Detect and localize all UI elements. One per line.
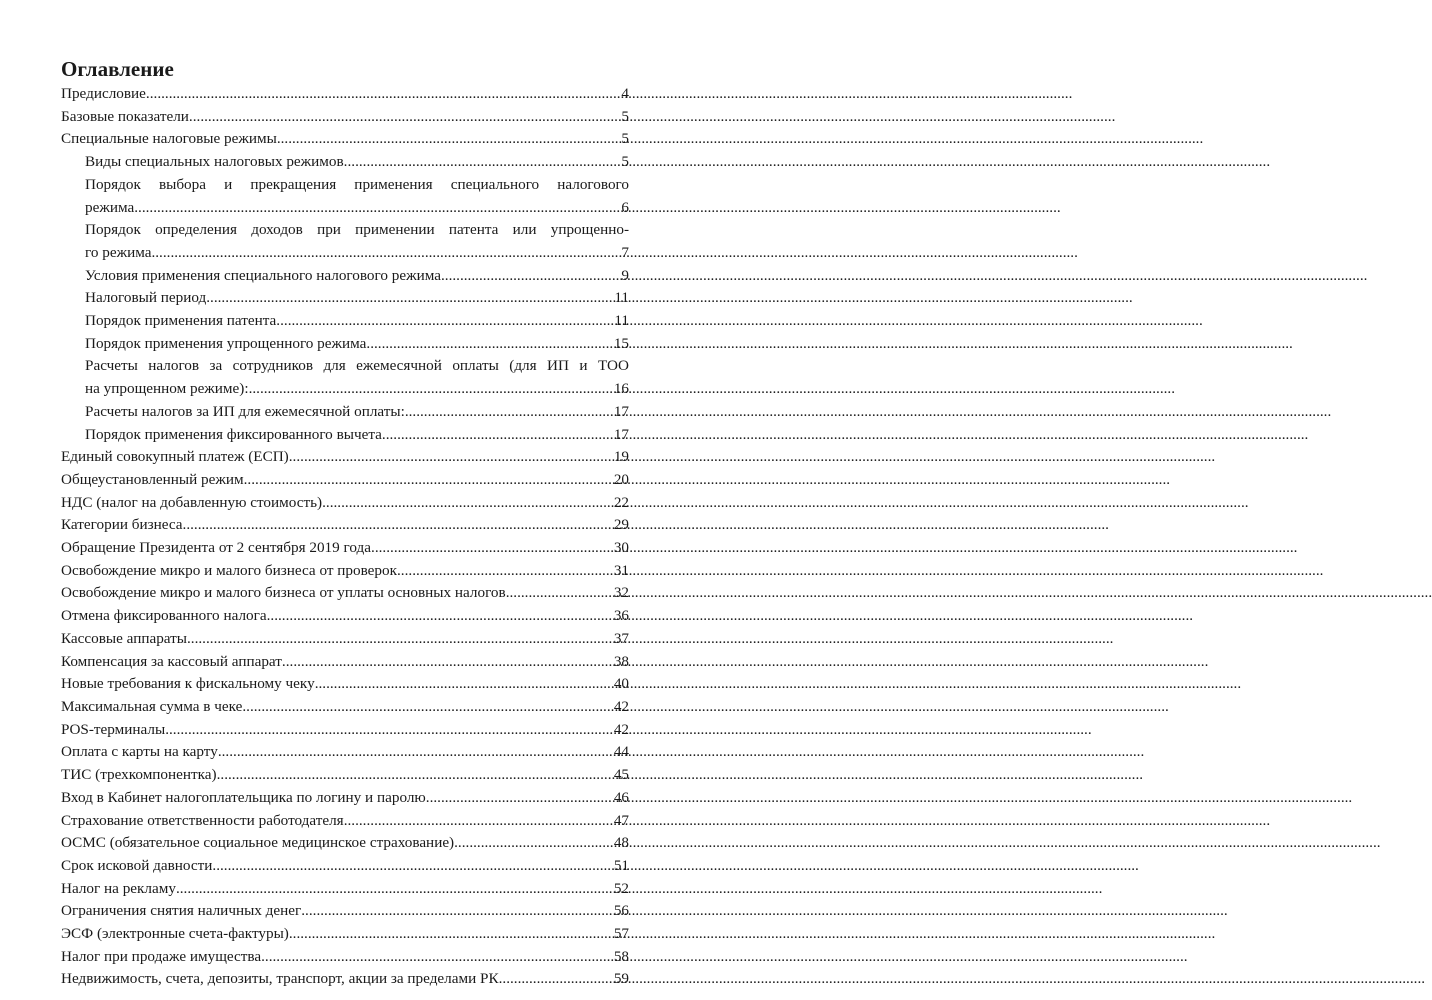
toc-entry-text: Ограничения снятия наличных денег — [61, 902, 302, 920]
toc-entry-text: Категории бизнеса — [61, 516, 183, 534]
toc-entry-text: Вход в Кабинет налогоплательщика по логину и паролю — [61, 788, 426, 806]
toc-dot-leader — [242, 696, 612, 719]
toc-page-number: 37 — [613, 629, 629, 647]
toc-entry-text: Обращение Президента от 2 сентября 2019 года — [61, 539, 372, 557]
toc-entry-text: Налог при продаже имущества — [61, 947, 262, 965]
toc-entry-text: Новые требования к фискальному чеку — [61, 675, 315, 693]
toc-entry-text: Налоговый период — [85, 289, 207, 307]
toc-page-number: 16 — [613, 380, 629, 398]
toc-dot-leader — [405, 401, 613, 424]
toc-page-number: 17 — [613, 425, 629, 443]
toc-entry-text-line1: Расчеты налогов за сотрудников для ежемесячной оплаты (для ИП и ТОО — [85, 357, 629, 375]
toc-subentry-ip-tax-calc[interactable] — [61, 401, 629, 424]
toc-entry-text: Освобождение микро и малого бизнеса от уплаты основных налогов — [61, 584, 506, 602]
toc-entry-text-line2: на упрощенном режиме): — [85, 380, 249, 398]
toc-page-number: 11 — [614, 289, 629, 307]
toc-entry-general-regime[interactable] — [61, 469, 629, 492]
toc-entry-property-sale-tax[interactable] — [61, 946, 629, 969]
toc-subentry-regime-types[interactable] — [61, 151, 629, 174]
toc-dot-leader — [289, 446, 613, 469]
toc-entry-tis[interactable] — [61, 764, 629, 787]
toc-entry-text: Расчеты налогов за ИП для ежемесячной оплаты: — [85, 402, 405, 420]
toc-page-number: 32 — [613, 584, 629, 602]
toc-dot-leader — [282, 651, 613, 674]
toc-entry-fiscal-receipt[interactable] — [61, 673, 629, 696]
toc-page-number: 7 — [621, 243, 629, 261]
toc-subentry-income-determination[interactable] — [61, 219, 629, 264]
toc-entry-osms[interactable] — [61, 832, 629, 855]
toc-entry-preface[interactable] — [61, 83, 629, 106]
toc-page-number: 38 — [613, 652, 629, 670]
toc-entry-text: Страхование ответственности работодателя — [61, 811, 344, 829]
toc-entry-text: Единый совокупный платеж (ЕСП) — [61, 448, 289, 466]
toc-page-number: 29 — [613, 516, 629, 534]
toc-entry-text: Условия применения специального налогового режима — [85, 266, 441, 284]
toc-entry-text: Налог на рекламу — [61, 879, 176, 897]
document-page — [0, 0, 713, 1000]
toc-entry-line2 — [85, 197, 629, 220]
toc-entry-text: Предисловие — [61, 85, 146, 102]
toc-dot-leader — [244, 469, 613, 492]
toc-entry-text: Кассовые аппараты — [61, 629, 187, 647]
toc-entry-limitation-period[interactable] — [61, 855, 629, 878]
toc-entry-vat[interactable] — [61, 492, 629, 515]
toc-page-number: 40 — [613, 675, 629, 693]
toc-page-number: 4 — [621, 85, 629, 102]
toc-dot-leader — [454, 832, 613, 855]
toc-dot-leader — [301, 900, 613, 923]
toc-page-number: 20 — [613, 470, 629, 488]
toc-dot-leader — [506, 582, 613, 605]
toc-dot-leader — [134, 197, 620, 220]
toc-page-number: 58 — [613, 947, 629, 965]
toc-entry-register-compensation[interactable] — [61, 651, 629, 674]
toc-title: Оглавление — [61, 57, 174, 81]
toc-subentry-regime-selection[interactable] — [61, 174, 629, 219]
toc-page-number: 5 — [621, 107, 629, 125]
toc-entry-president-address[interactable] — [61, 537, 629, 560]
toc-dot-leader — [276, 310, 613, 333]
toc-page-number: 36 — [613, 607, 629, 625]
toc-subentry-regime-conditions[interactable] — [61, 265, 629, 288]
toc-dot-leader — [218, 741, 613, 764]
toc-dot-leader — [371, 537, 613, 560]
toc-page-number: 5 — [621, 130, 629, 148]
toc-entry-text: Компенсация за кассовый аппарат — [61, 652, 282, 670]
toc-page-number: 6 — [621, 198, 629, 216]
toc-entry-text: Порядок применения упрощенного режима — [85, 334, 367, 352]
toc-dot-leader — [315, 673, 613, 696]
toc-entry-employer-liability-insurance[interactable] — [61, 810, 629, 833]
toc-dot-leader — [344, 151, 621, 174]
toc-entry-card-to-card[interactable] — [61, 741, 629, 764]
toc-entry-text-line1: Порядок определения доходов при применении патента или упрощенно- — [85, 221, 629, 239]
toc-entry-fixed-tax-cancel[interactable] — [61, 605, 629, 628]
toc-page-number: 42 — [613, 720, 629, 738]
toc-entry-text: POS-терминалы — [61, 720, 166, 738]
toc-entry-foreign-assets[interactable] — [61, 968, 629, 991]
toc-entry-text-line2: режима — [85, 198, 135, 216]
toc-dot-leader — [217, 764, 613, 787]
toc-page-number: 46 — [613, 788, 629, 806]
toc-dot-leader — [441, 265, 620, 288]
toc-page-number: 52 — [613, 879, 629, 897]
toc-entry-base-indicators[interactable] — [61, 106, 629, 129]
toc-subentry-fixed-deduction[interactable] — [61, 424, 629, 447]
toc-dot-leader — [206, 287, 613, 310]
toc-subentry-patent[interactable] — [61, 310, 629, 333]
table-of-contents — [61, 83, 629, 991]
toc-page-number: 19 — [613, 448, 629, 466]
toc-entry-text-line2: го режима — [85, 243, 152, 261]
toc-subentry-employee-tax-calc[interactable] — [61, 355, 629, 400]
toc-page-number: 30 — [613, 539, 629, 557]
toc-dot-leader — [183, 514, 613, 537]
toc-dot-leader — [151, 242, 620, 265]
toc-page-number: 42 — [613, 697, 629, 715]
toc-entry-cash-withdrawal-limits[interactable] — [61, 900, 629, 923]
toc-dot-leader — [261, 946, 613, 969]
toc-dot-leader — [165, 719, 613, 742]
toc-page-number: 45 — [613, 766, 629, 784]
toc-subentry-tax-period[interactable] — [61, 287, 629, 310]
toc-entry-line2 — [85, 378, 629, 401]
toc-entry-tax-exemption[interactable] — [61, 582, 629, 605]
toc-dot-leader — [146, 83, 620, 106]
toc-entry-text: Отмена фиксированного налога — [61, 607, 267, 625]
toc-dot-leader — [397, 560, 613, 583]
toc-dot-leader — [189, 106, 620, 129]
toc-page-number: 17 — [613, 402, 629, 420]
toc-entry-line2 — [85, 242, 629, 265]
toc-entry-cash-registers[interactable] — [61, 628, 629, 651]
toc-entry-text: Оплата с карты на карту — [61, 743, 218, 761]
toc-entry-text: Максимальная сумма в чеке — [61, 697, 243, 715]
toc-page-number: 56 — [613, 902, 629, 920]
toc-page-number: 51 — [613, 856, 629, 874]
toc-entry-inspection-exemption[interactable] — [61, 560, 629, 583]
toc-dot-leader — [426, 787, 613, 810]
toc-page-number: 44 — [613, 743, 629, 761]
toc-dot-leader — [344, 810, 613, 833]
toc-entry-text: Специальные налоговые режимы — [61, 130, 277, 148]
toc-entry-max-receipt-sum[interactable] — [61, 696, 629, 719]
toc-dot-leader — [322, 492, 613, 515]
toc-page-number: 11 — [614, 312, 629, 330]
toc-entry-advertising-tax[interactable] — [61, 878, 629, 901]
toc-entry-special-tax-regimes[interactable] — [61, 128, 629, 151]
toc-entry-pos-terminals[interactable] — [61, 719, 629, 742]
toc-entry-text: Освобождение микро и малого бизнеса от проверок — [61, 561, 397, 579]
toc-page-number: 22 — [613, 493, 629, 511]
toc-page-number: 57 — [613, 925, 629, 943]
toc-dot-leader — [187, 628, 613, 651]
toc-dot-leader — [382, 424, 613, 447]
toc-entry-taxpayer-cabinet-login[interactable] — [61, 787, 629, 810]
toc-entry-text: Общеустановленный режим — [61, 470, 244, 488]
toc-entry-text: Базовые показатели — [61, 107, 189, 125]
toc-subentry-simplified-regime[interactable] — [61, 333, 629, 356]
toc-dot-leader — [277, 128, 621, 151]
toc-page-number: 59 — [613, 970, 629, 988]
toc-page-number: 47 — [613, 811, 629, 829]
toc-entry-esf[interactable] — [61, 923, 629, 946]
toc-entry-text: ТИС (трехкомпонентка) — [61, 766, 217, 784]
toc-page-number: 31 — [613, 561, 629, 579]
toc-dot-leader — [366, 333, 612, 356]
toc-page-number: 5 — [621, 153, 629, 171]
toc-entry-text: Недвижимость, счета, депозиты, транспорт, акции за пределами РК — [61, 970, 499, 988]
toc-page-number: 9 — [621, 266, 629, 284]
toc-entry-single-payment[interactable] — [61, 446, 629, 469]
toc-entry-text: ЭСФ (электронные счета-фактуры) — [61, 925, 289, 943]
toc-entry-text: Порядок применения патента — [85, 312, 277, 330]
toc-page-number: 48 — [613, 834, 629, 852]
toc-page-number: 15 — [613, 334, 629, 352]
toc-dot-leader — [267, 605, 613, 628]
toc-entry-text: Срок исковой давности — [61, 856, 213, 874]
toc-entry-text-line1: Порядок выбора и прекращения применения специального налогового — [85, 175, 629, 193]
toc-dot-leader — [499, 968, 613, 991]
toc-entry-text: ОСМС (обязательное социальное медицинское страхование) — [61, 834, 455, 852]
toc-entry-text: Порядок применения фиксированного вычета — [85, 425, 382, 443]
toc-entry-text: НДС (налог на добавленную стоимость) — [61, 493, 323, 511]
toc-dot-leader — [249, 378, 613, 401]
toc-entry-business-categories[interactable] — [61, 514, 629, 537]
toc-entry-text: Виды специальных налоговых режимов — [85, 153, 344, 171]
toc-dot-leader — [212, 855, 612, 878]
toc-dot-leader — [289, 923, 613, 946]
toc-dot-leader — [176, 878, 613, 901]
